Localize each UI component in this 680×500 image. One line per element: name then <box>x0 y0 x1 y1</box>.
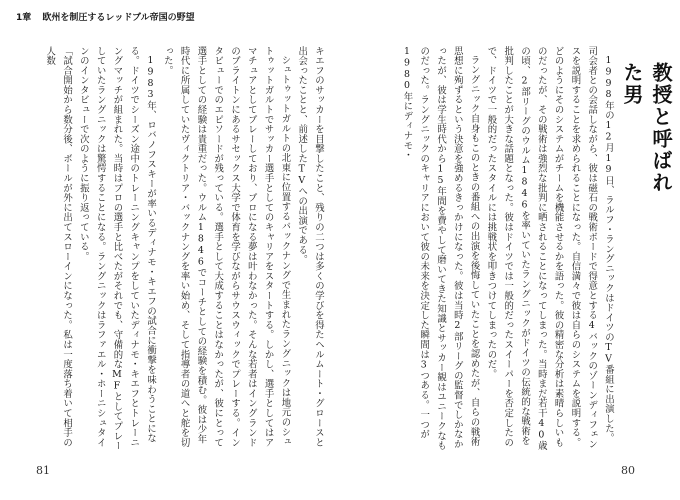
paragraph: シュトゥットガルトの北東に位置するバックナングで生まれたラングニックは地元のシュトゥットガルトでサッカー選手としてのキャリアをスタートする。しかし、選手としてはアマチュアとしてプレーしており、プロになる夢は叶わなかった。そんな若者はイングランドのブライトンにあるサセックス大学で体育を学びながらサウスウィックでプレーする。インタビューでのエピソードが残っている。選手として大成することはなかったが、彼にとって選手としての経験は貴重だった。ウルム1846でコーチとしての経験を積む。彼は少年時代に所属していたヴィクトリア・バックナングを率い始め、そして指導者の道へと舵を切った。 <box>161 46 291 448</box>
paragraph: ラングニック自身もこのときの番組への出演を後悔していたことを認めたが、自らの戦術思想に殉ずるという決意を強めるきっかけになった。彼は当時2部リーグの監督でしかなかったが、彼は学生時代から15年間を費やして磨いてきた知識とサッカー観はユニークなものだった。ラングニックのキャリアにおいて彼の未来を決定した瞬間は3つある。一つが1980年にディナモ・ <box>401 46 480 451</box>
page-number-right: 80 <box>621 464 635 477</box>
page-number-left: 81 <box>36 464 50 477</box>
running-header <box>16 10 195 23</box>
paragraph: 1983年、ロバノフスキーが率いるディナモ・キエフの試合に衝撃を味わうことになる。ドイツでシーズン途中のトレーニングキャンプをしていたディナモ・キエフとトレーニングマッチが組まれた。当時はプロの選手と比べたがそれでも、守備的なMFとしてプレーしていたラングニックは驚愕することになる。ラングニックはラファエル・ホーニシュタインのインタビューで次のように振り返っている。 <box>77 46 157 451</box>
chapter-title: 欧州を制圧するレッドブル帝国の野望 <box>42 13 195 23</box>
section-title: 教授と呼ばれた男 <box>620 62 673 194</box>
paragraph: 「試合開始から数分後、ボールが外に出てスローインになった。私は一度落ち着いて相手の人数 <box>44 46 73 448</box>
chapter-number: 1章 <box>16 13 32 23</box>
left-page-text <box>18 46 326 451</box>
paragraph: キエフのサッカーを目撃したこと、残りの二つは多くの学びを得たヘルムート・グロースと出会ったことと、前述したTVへの出演である。 <box>296 46 324 448</box>
right-page-text <box>356 46 616 451</box>
paragraph: 1998年の12月19日、ラルフ・ラングニックはドイツのTV番組に出演した。司会者との会話しながら、彼は磁石の戦術ボードで得意とする4バックのゾーンディフェンスを説明することを求められることになった。自信満々で彼は自らのシステムを説明する。どのようにそのシステムがチームを機能させるかを語った。彼の精密な分析は素晴らしいものだったが、その戦術は強烈な批判に晒されることになってしまった。当時まだ若干40歳の頃、2部リーグのウルム1846を率いていたラングニックがドイツの伝統的な戦術を批判したことが大きな話題となった。彼はドイツでは一般的だったスイーパーを否定したので、ドイツで一般的だったスタイルには挑戦状を叩きつけてしまったのだ。 <box>485 46 614 451</box>
